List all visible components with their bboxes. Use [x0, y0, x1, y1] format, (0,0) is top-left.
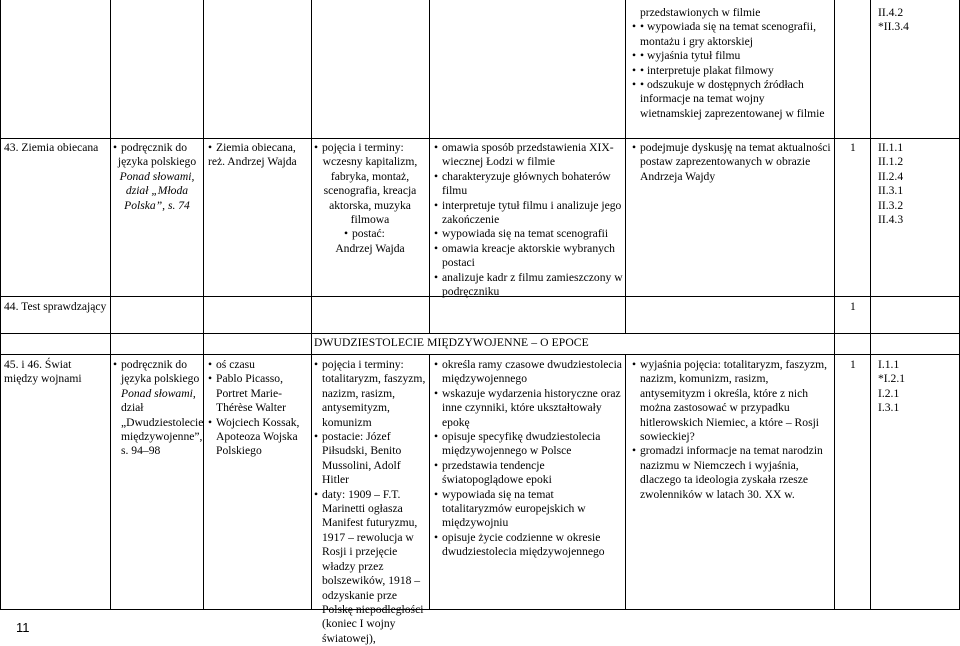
- list-item: • określa ramy czasowe dwudziestolecia międzywojennego: [434, 358, 624, 387]
- list-item: • charakteryzuje głównych bohaterów filmu: [434, 170, 624, 199]
- section-banner: DWUDZIESTOLECIE MIĘDZYWOJENNE – O EPOCE: [314, 336, 589, 349]
- list-item: • przedstawia tendencje światopoglądowe epoki: [434, 459, 624, 488]
- list-item: • wypowiada się na temat scenografii: [434, 227, 624, 241]
- row45-core-refs: I.1.1 *I.2.1 I.2.1 I.3.1: [878, 358, 906, 415]
- list-item: • wyjaśnia pojęcia: totalitaryzm, faszyzm, nazizm, komunizm, rasizm, antysemityzm i określa, które z nich można zastosować w przypadku hitlerowskich Niemiec, a które – Rosji sowieckiej?: [632, 358, 832, 444]
- list-item: • pojęcia i terminy: totalitaryzm, faszyzm, nazizm, rasizm, antysemityzm, komunizm: [314, 358, 428, 430]
- row43-core-refs: II.1.1 II.1.2 II.2.4 II.3.1 II.3.2 II.4.3: [878, 141, 904, 227]
- row45-extended-reqs: [632, 358, 832, 502]
- row43-terms: • pojęcia i terminy: wczesny kapitalizm, fabryka, montaż, scenografia, kreacja aktorska, muzyka filmowa • postać: Andrzej Wajda: [314, 141, 426, 256]
- list-item: • opisuje specyfikę dwudziestolecia międzywojennego w Polsce: [434, 430, 624, 459]
- top-row-col9: II.4.2 *II.3.4: [878, 6, 909, 34]
- list-item: • • wypowiada się na temat scenografii, montażu i gry aktorskiej: [632, 20, 828, 49]
- row45-textbook: [113, 358, 203, 459]
- list-item: • Pablo Picasso, Portret Marie-Thérèse Walter: [208, 372, 310, 415]
- list-item: • Wojciech Kossak, Apoteoza Wojska Polskiego: [208, 416, 310, 459]
- list-item: • Ziemia obiecana,: [208, 141, 308, 155]
- list-item: • gromadzi informacje na temat narodzin nazizmu w Niemczech i wyjaśnia, dlaczego ta ideologia zyskała rzesze zwolenników w latach 30. XX w.: [632, 444, 832, 502]
- list-item: • wypowiada się na temat totalitaryzmów europejskich w międzywojniu: [434, 488, 624, 531]
- list-item: • omawia sposób przedstawienia XIX-wiecznej Łodzi w filmie: [434, 141, 624, 170]
- row45-lesson-title: 45. i 46. Świat między wojnami: [4, 358, 82, 386]
- list-item: • analizuje kadr z filmu zamieszczony w podręczniku: [434, 271, 624, 300]
- row43-hours: 1: [850, 141, 856, 154]
- list-item: • oś czasu: [208, 358, 310, 372]
- row43-materials: • Ziemia obiecana, reż. Andrzej Wajda: [208, 141, 308, 170]
- list-item: • wskazuje wydarzenia historyczne oraz inne czynniki, które ukształtowały epokę: [434, 387, 624, 430]
- list-item: • daty: 1909 – F.T. Marinetti ogłasza Manifest futuryzmu, 1917 – rewolucja w Rosji i przejęcie władzy przez bolszewików, 1918 – odzyskanie prze Polskę niepodległości (koniec I wojny światowej),: [314, 488, 428, 646]
- list-item: • postacie: Józef Piłsudski, Benito Mussolini, Adolf Hitler: [314, 430, 428, 488]
- row43-extended-reqs: [632, 141, 832, 184]
- list-item: • pojęcia i terminy:: [314, 141, 426, 155]
- row44-hours: 1: [850, 300, 856, 313]
- list-item: • • wyjaśnia tytuł filmu: [632, 49, 828, 63]
- row45-hours: 1: [850, 358, 856, 371]
- row45-basic-reqs: [434, 358, 624, 560]
- row43-lesson-title: 43. Ziemia obiecana: [4, 141, 99, 154]
- list-item: • podręcznik do: [113, 141, 201, 155]
- row45-terms: [314, 358, 428, 646]
- list-item: • interpretuje tytuł filmu i analizuje jego zakończenie: [434, 199, 624, 228]
- page-number: 11: [16, 620, 30, 635]
- list-item: • • interpretuje plakat filmowy: [632, 64, 828, 78]
- list-item: • omawia kreacje aktorskie wybranych postaci: [434, 242, 624, 271]
- row44-lesson-title: 44. Test sprawdzający: [4, 300, 107, 313]
- row43-textbook: • podręcznik do języka polskiego Ponad słowami, dział „Młoda Polska”, s. 74: [113, 141, 201, 213]
- row43-basic-reqs: [434, 141, 624, 299]
- list-item: • podejmuje dyskusję na temat aktualności postaw zaprezentowanych w obrazie Andrzeja Wajdy: [632, 141, 832, 184]
- list-item: • postać:: [344, 227, 426, 241]
- top-row-col6: przedstawionych w filmie • • wypowiada się na temat scenografii, montażu i gry aktorskiej • • wyjaśnia tytuł filmu • • interpretuje plakat filmowy • • odszukuje w dostępnych źródłach informacje na temat wojny wietnamskiej zaprezentowanej w filmie: [632, 6, 828, 121]
- row45-materials: [208, 358, 310, 459]
- list-item: • podręcznik do języka polskiego Ponad słowami, dział „Dwudziestolecie międzywojenne”, s. 94–98: [113, 358, 203, 459]
- list-item: • opisuje życie codzienne w okresie dwudziestolecia międzywojennego: [434, 531, 624, 560]
- list-item: • • odszukuje w dostępnych źródłach informacje na temat wojny wietnamskiej zaprezentowanej w filmie: [632, 78, 828, 121]
